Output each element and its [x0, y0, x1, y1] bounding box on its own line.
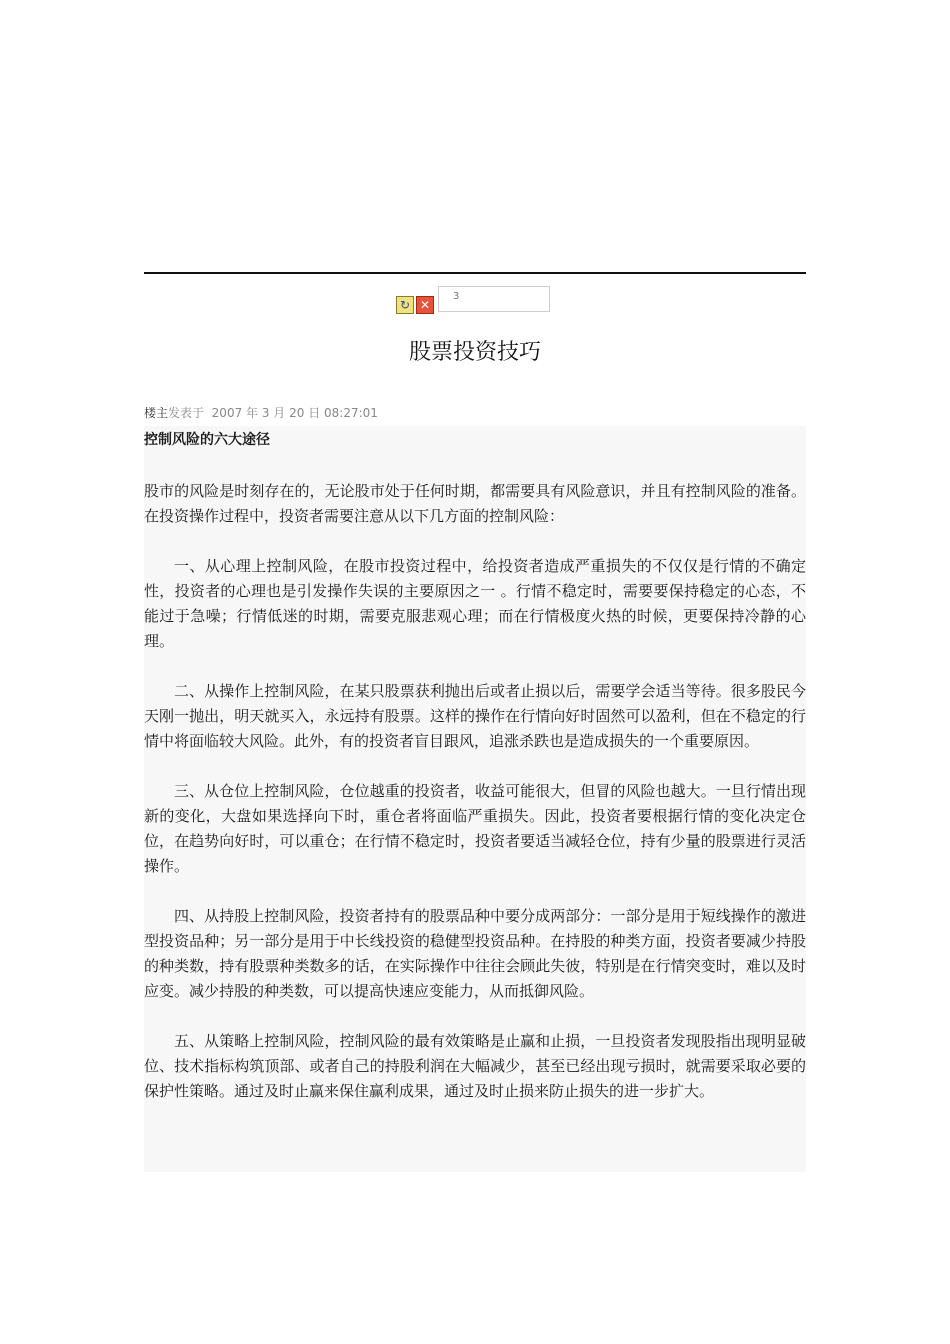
top-divider — [144, 272, 806, 274]
paragraph-2: 二、从操作上控制风险，在某只股票获利抛出后或者止损以后，需要学会适当等待。很多股民今天刚一抛出，明天就买入，永远持有股票。这样的操作在行情向好时固然可以盈利，但在不稳定的行情中将面临较大风险。此外，有的投资者盲目跟风，追涨杀跌也是造成损失的一个重要原因。 — [144, 682, 806, 750]
author-label: 楼主 — [144, 406, 169, 420]
refresh-icon[interactable]: ↻ — [396, 296, 414, 314]
post-datetime: 2007 年 3 月 20 日 08:27:01 — [211, 406, 378, 420]
section-heading: 控制风险的六大途径 — [144, 432, 270, 448]
intro-paragraph: 股市的风险是时刻存在的，无论股市处于任何时期，都需要具有风险意识，并且有控制风险的准备。在投资操作过程中，投资者需要注意从以下几方面的控制风险： — [144, 482, 806, 525]
post-meta — [144, 404, 378, 422]
page-title: 股票投资技巧 — [408, 340, 541, 365]
counter-box: 3 — [438, 286, 550, 312]
posted-label: 发表于 — [168, 406, 205, 420]
paragraph-1: 一、从心理上控制风险，在股市投资过程中，给投资者造成严重损失的不仅仅是行情的不确定性，投资者的心理也是引发操作失误的主要原因之一 。行情不稳定时，需要要保持稳定的心态，不能过于急噪；行情低迷的时期，需要克服悲观心理；而在行情极度火热的时候，更要保持冷静的心理。 — [144, 557, 806, 650]
paragraph-5: 五、从策略上控制风险，控制风险的最有效策略是止赢和止损，一旦投资者发现股指出现明显破位、技术指标构筑顶部、或者自己的持股利润在大幅减少，甚至已经出现亏损时，就需要采取必要的保护性策略。通过及时止赢来保住赢利成果，通过及时止损来防止损失的进一步扩大。 — [144, 1032, 806, 1100]
post-content — [144, 426, 806, 1172]
close-icon[interactable]: ✕ — [416, 296, 434, 314]
paragraph-3: 三、从仓位上控制风险，仓位越重的投资者，收益可能很大，但冒的风险也越大。一旦行情出现新的变化，大盘如果选择向下时，重仓者将面临严重损失。因此，投资者要根据行情的变化决定仓位，在趋势向好时，可以重仓；在行情不稳定时，投资者要适当减轻仓位，持有少量的股票进行灵活操作。 — [144, 782, 806, 875]
paragraph-4: 四、从持股上控制风险，投资者持有的股票品种中要分成两部分：一部分是用于短线操作的激进型投资品种；另一部分是用于中长线投资的稳健型投资品种。在持股的种类方面，投资者要减少持股的种类数，持有股票种类数多的话，在实际操作中往往会顾此失彼，特别是在行情突变时，难以及时应变。减少持股的种类数，可以提高快速应变能力，从而抵御风险。 — [144, 907, 806, 1000]
